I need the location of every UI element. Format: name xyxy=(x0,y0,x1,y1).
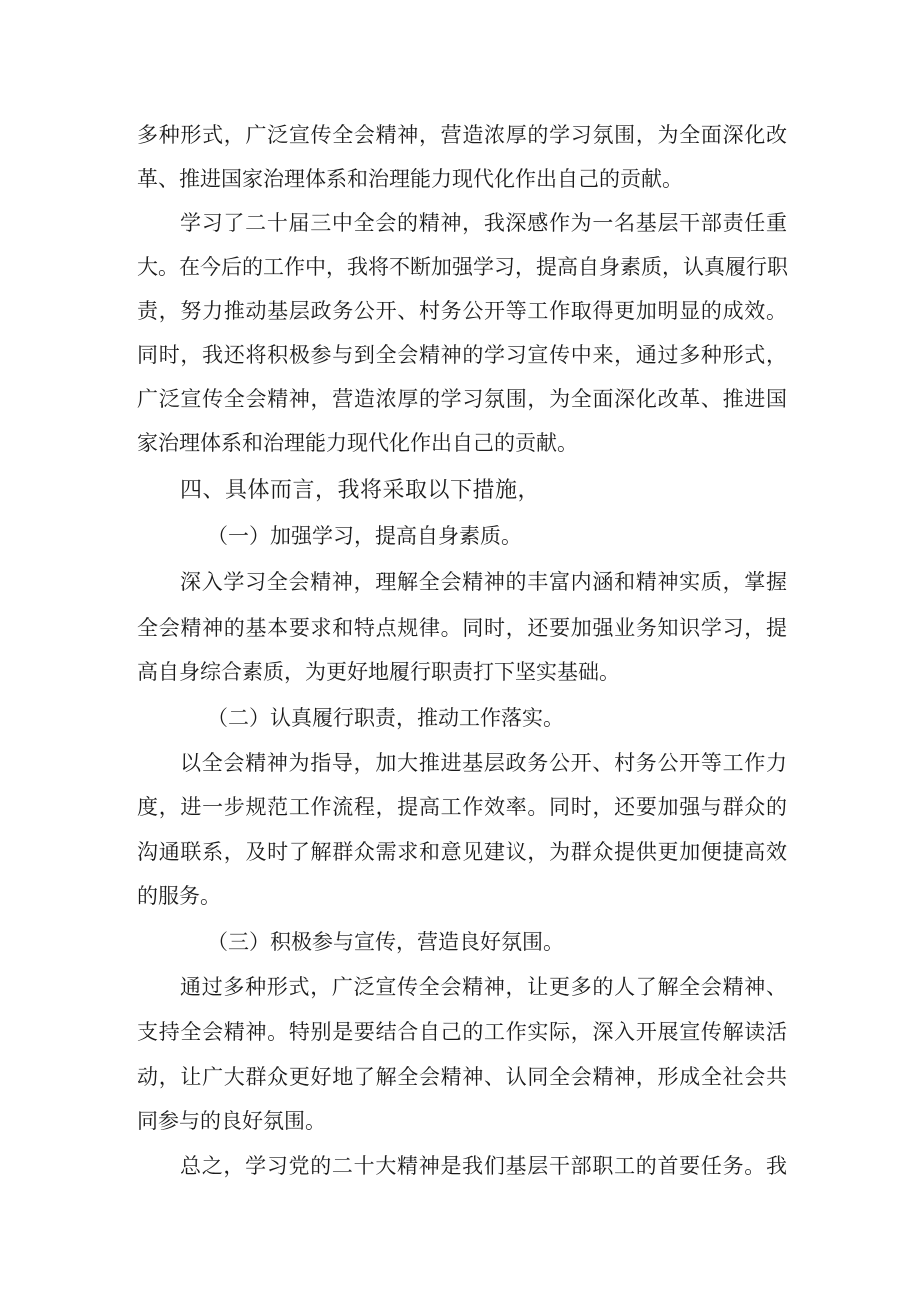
paragraph-1-line-2: 革、推进国家治理体系和治理能力现代化作出自己的贡献。 xyxy=(137,167,683,191)
subheading-1: （一）加强学习，提高自身素质。 xyxy=(207,524,522,548)
paragraph-3-line-1: 深入学习全会精神，理解全会精神的丰富内涵和精神实质，掌握 xyxy=(180,570,787,594)
paragraph-5-line-4: 同参与的良好氛围。 xyxy=(137,1109,326,1133)
paragraph-2-line-5: 广泛宣传全会精神，营造浓厚的学习氛围，为全面深化改革、推进国 xyxy=(137,387,787,411)
paragraph-4-line-4: 的服务。 xyxy=(137,884,221,908)
paragraph-4-line-3: 沟通联系，及时了解群众需求和意见建议，为群众提供更加便捷高效 xyxy=(137,840,787,864)
paragraph-4-line-1: 以全会精神为指导，加大推进基层政务公开、村务公开等工作力 xyxy=(180,751,787,775)
paragraph-5-line-1: 通过多种形式，广泛宣传全会精神，让更多的人了解全会精神、 xyxy=(180,975,787,999)
paragraph-4-line-2: 度，进一步规范工作流程，提高工作效率。同时，还要加强与群众的 xyxy=(137,795,787,819)
section-heading-4: 四、具体而言，我将采取以下措施， xyxy=(180,478,541,503)
paragraph-5-line-2: 支持全会精神。特别是要结合自己的工作实际，深入开展宣传解读活 xyxy=(137,1020,787,1044)
subheading-2: （二）认真履行职责，推动工作落实。 xyxy=(207,706,564,730)
paragraph-1-line-1: 多种形式，广泛宣传全会精神，营造浓厚的学习氛围，为全面深化改 xyxy=(137,123,787,147)
paragraph-2-line-2: 大。在今后的工作中，我将不断加强学习，提高自身素质，认真履行职 xyxy=(137,255,788,279)
paragraph-2-line-4: 同时，我还将积极参与到全会精神的学习宣传中来，通过多种形式， xyxy=(137,343,787,367)
paragraph-3-line-3: 高自身综合素质，为更好地履行职责打下坚实基础。 xyxy=(137,660,620,684)
paragraph-2-line-3: 责，努力推动基层政务公开、村务公开等工作取得更加明显的成效。 xyxy=(137,299,787,323)
paragraph-5-line-3: 动，让广大群众更好地了解全会精神、认同全会精神，形成全社会共 xyxy=(137,1065,787,1089)
paragraph-2-line-6: 家治理体系和治理能力现代化作出自己的贡献。 xyxy=(137,431,578,455)
paragraph-2-line-1: 学习了二十届三中全会的精神，我深感作为一名基层干部责任重 xyxy=(180,211,787,235)
paragraph-6-line-1: 总之，学习党的二十大精神是我们基层干部职工的首要任务。我 xyxy=(180,1154,787,1178)
subheading-3: （三）积极参与宣传，营造良好氛围。 xyxy=(207,930,564,954)
paragraph-3-line-2: 全会精神的基本要求和特点规律。同时，还要加强业务知识学习，提 xyxy=(137,616,787,640)
